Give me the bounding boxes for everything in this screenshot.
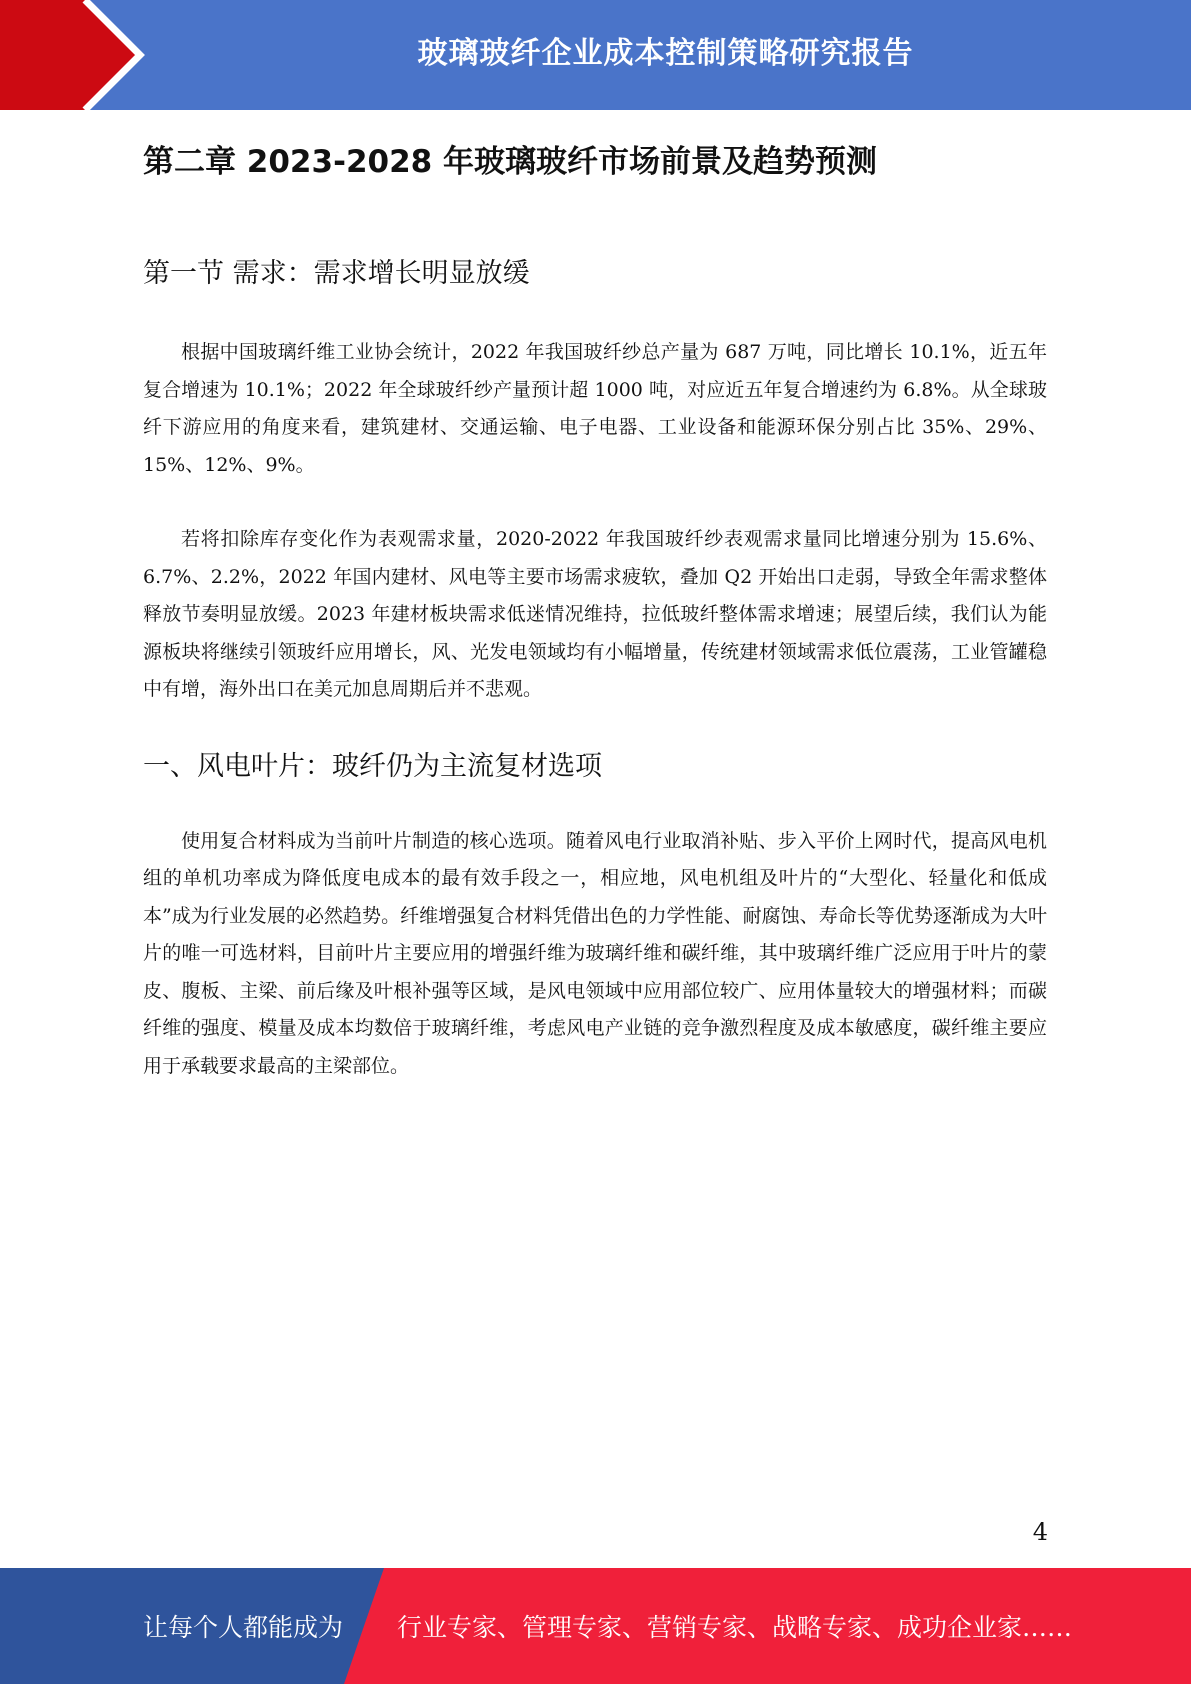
page-footer bbox=[0, 1568, 1191, 1684]
paragraph: 使用复合材料成为当前叶片制造的核心选项。随着风电行业取消补贴、步入平价上网时代，提高风电机组的单机功率成为降低度电成本的最有效手段之一，相应地，风电机组及叶片的“大型化、轻量化和低成本”成为行业发展的必然趋势。纤维增强复合材料凭借出色的力学性能、耐腐蚀、寿命长等优势逐渐成为大叶片的唯一可选材料，目前叶片主要应用的增强纤维为玻璃纤维和碳纤维，其中玻璃纤维广泛应用于叶片的蒙皮、腹板、主梁、前后缘及叶根补强等区域，是风电领域中应用部位较广、应用体量较大的增强材料；而碳纤维的强度、模量及成本均数倍于玻璃纤维，考虑风电产业链的竞争激烈程度及成本敏感度，碳纤维主要应用于承载要求最高的主梁部位。 bbox=[143, 829, 1047, 1077]
section-title: 第一节 需求：需求增长明显放缓 bbox=[143, 258, 530, 289]
page-header bbox=[0, 0, 1191, 110]
paragraph: 若将扣除库存变化作为表观需求量，2020-2022 年我国玻纤纱表观需求量同比增速分别为 15.6%、6.7%、2.2%，2022 年国内建材、风电等主要市场需求疲软，叠加 Q2 开始出口走弱，导致全年需求整体释放节奏明显放缓。2023 年建材板块需求低迷情况维持，拉低玻纤整体需求增速；展望后续，我们认为能源板块将继续引领玻纤应用增长，风、光发电领域均有小幅增量，传统建材领域需求低位震荡，工业管罐稳中有增，海外出口在美元加息周期后并不悲观。 bbox=[143, 528, 1047, 700]
chapter-title: 第二章 2023-2028 年玻璃玻纤市场前景及趋势预测 bbox=[143, 144, 878, 180]
page-number: 4 bbox=[1032, 1518, 1048, 1546]
footer-slogan-right: 行业专家、管理专家、营销专家、战略专家、成功企业家…… bbox=[397, 1613, 1073, 1642]
footer-slogan-left: 让每个人都能成为 bbox=[143, 1613, 344, 1642]
report-title: 玻璃玻纤企业成本控制策略研究报告 bbox=[417, 36, 914, 71]
subsection-title: 一、风电叶片：玻纤仍为主流复材选项 bbox=[143, 750, 602, 782]
paragraph: 根据中国玻璃纤维工业协会统计，2022 年我国玻纤纱总产量为 687 万吨，同比增长 10.1%，近五年复合增速为 10.1%；2022 年全球玻纤纱产量预计超 1000 吨，对应近五年复合增速约为 6.8%。从全球玻纤下游应用的角度来看，建筑建材、交通运输、电子电器、工业设备和能源环保分别占比 35%、29%、15%、12%、9%。 bbox=[143, 341, 1047, 476]
page-content bbox=[143, 138, 1047, 1085]
header-chevron-decoration bbox=[0, 0, 160, 110]
